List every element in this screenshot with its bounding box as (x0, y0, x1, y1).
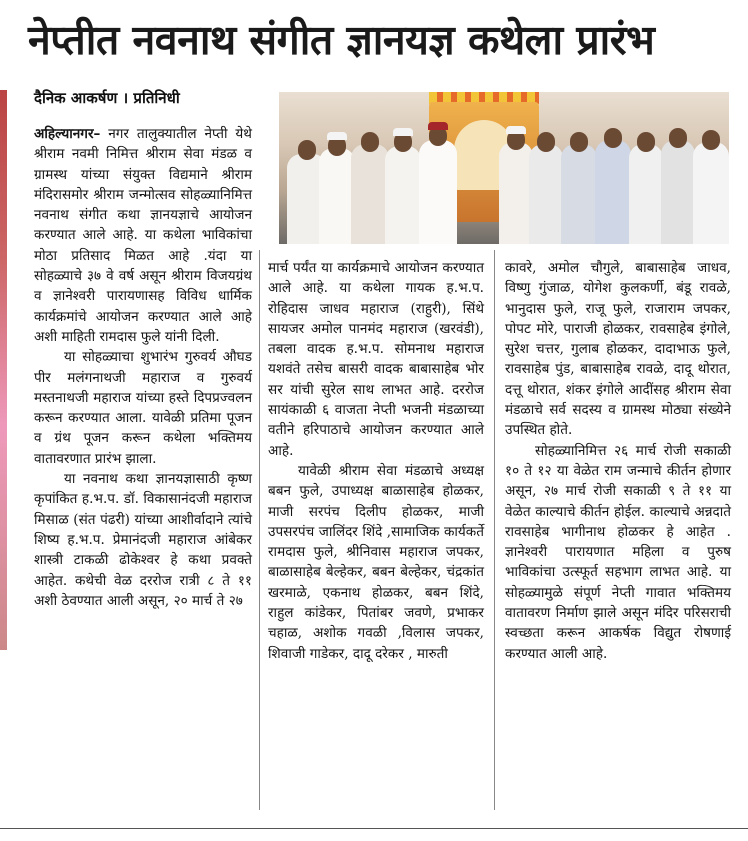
article-column-2 (268, 258, 484, 664)
article-column-1 (34, 124, 252, 611)
paragraph-2: या सोहळ्याचा शुभारंभ गुरुवर्य औघड पीर मलंगनाथजी महाराज व गुरुवर्य मस्तनाथजी महाराज यांच्या हस्ते दिपप्रज्वलन करून करण्यात आला. यावेळी प्रतिमा पूजन व ग्रंथ पूजन करून कथेला भक्तिमय वातावरणात प्रारंभ झाला. (34, 349, 252, 467)
paragraph-6: कावरे, अमोल चौगुले, बाबासाहेब जाधव, विष्णु गुंजाळ, योगेश कुलकर्णी, बंडू रावळे, भानुदास फुले, राजू फुले, राजाराम जपकर, पोपट मोरे, पाराजी होळकर, रावसाहेब इंगोले, सुरेश चत्तर, गुलाब होळकर, दादाभाऊ फुले, रावसाहेब पुंड, बाबासाहेब रावळे, दादू थोरात, दत्तू थोरात, शंकर इंगोले आदींसह श्रीराम सेवा मंडळाचे सर्व सदस्य व ग्रामस्थ मोठ्या संख्येने उपस्थित होते. (505, 260, 731, 439)
paragraph-4: मार्च पर्यंत या कार्यक्रमाचे आयोजन करण्यात आले आहे. या कथेला गायक ह.भ.प. रोहिदास जाधव महाराज (राहुरी), सिंथे सायजर अमोल पानमंद महाराज (खरवंडी), तबला वादक ह.भ.प. सोमनाथ महाराज यशवंते तसेच बासरी वादक बाबासाहेब भोर सर यांची सुरेल साथ लाभत आहे. दररोज सायंकाळी ६ वाजता नेप्ती भजनी मंडळाच्या वतीने हरिपाठाचे आयोजन करण्यात आले आहे. (268, 260, 484, 459)
event-photo (279, 92, 729, 244)
paragraph-5: यावेळी श्रीराम सेवा मंडळाचे अध्यक्ष बबन फुले, उपाध्यक्ष बाळासाहेब होळकर, माजी सरपंच दिलीप होळकर, माजी उपसरपंच जालिंदर शिंदे ,सामाजिक कार्यकर्ते रामदास फुले, श्रीनिवास महाराज जपकर, बाळासाहेब बेल्हेकर, बबन बेल्हेकर, चंद्रकांत खरमाळे, एकनाथ होळकर, बबन शिंदे, राहुल कांडेकर, पितांबर जवणे, प्रभाकर चहाळ, अशोक गवळी ,विलास जपकर, शिवाजी गाडेकर, दादू दरेकर , मारुती (268, 462, 484, 662)
paragraph-7: सोहळ्यानिमित्त २६ मार्च रोजी सकाळी १० ते १२ या वेळेत राम जन्माचे कीर्तन होणार असून, २७ मार्च रोजी सकाळी ९ ते ११ या वेळेत काल्याचे कीर्तन होईल. काल्याचे अन्नदाते रावसाहेब भागीनाथ होळकर हे आहेत . ज्ञानेश्वरी पारायणात महिला व पुरुष भाविकांचा उत्स्फूर्त सहभाग लाभत आहे. या सोहळ्यामुळे संपूर्ण नेप्ती गावात भक्तिमय वातावरण निर्माण झाले असून मंदिर परिसराची स्वच्छता करून आकर्षक विद्युत रोषणाई करण्यात आली आहे. (505, 442, 731, 662)
paragraph-3: या नवनाथ कथा ज्ञानयज्ञासाठी कृष्ण कृपांकित ह.भ.प. डॉ. विकासानंदजी महाराज मिसाळ (संत पंढरी) यांच्या आशीर्वादाने त्यांचे शिष्य ह.भ.प. प्रेमानंदजी महाराज आंबेकर शास्त्री टाकळी ढोकेश्वर हे कथा प्रवक्ते आहेत. कथेची वेळ दररोज रात्री ८ ते ११ अशी ठेवण्यात आली असून, २० मार्च ते २७ (34, 471, 252, 609)
dateline: अहिल्यानगर– (34, 126, 101, 142)
headline: नेप्तीत नवनाथ संगीत ज्ञानयज्ञ कथेला प्रारंभ (28, 16, 655, 64)
column-rule-2 (494, 250, 495, 810)
adjacent-article-image-strip (0, 90, 7, 650)
column-rule-1 (259, 250, 260, 810)
byline: दैनिक आकर्षण । प्रतिनिधी (34, 89, 180, 107)
article-column-3 (505, 258, 731, 664)
paragraph-1: नगर तालुक्यातील नेप्ती येथे श्रीराम नवमी निमित्त श्रीराम सेवा मंडळ व ग्रामस्थ यांच्या संयुक्त विद्यमाने श्रीराम मंदिरासमोर श्रीराम जन्मोत्सव सोहळ्यानिमित्त नवनाथ संगीत कथा ज्ञानयज्ञाचे आयोजन करण्यात आले आहे. या कथेला भाविकांचा मोठा प्रतिसाद मिळत आहे .यंदा या सोहळ्याचे ३७ वे वर्ष असून श्रीराम विजयग्रंथ व ज्ञानेश्वरी पारायणासह विविध धार्मिक कार्यक्रमांचे आयोजन करण्यात आले आहे अशी माहिती रामदास फुले यांनी दिली. (34, 126, 252, 345)
bottom-rule (0, 828, 748, 829)
